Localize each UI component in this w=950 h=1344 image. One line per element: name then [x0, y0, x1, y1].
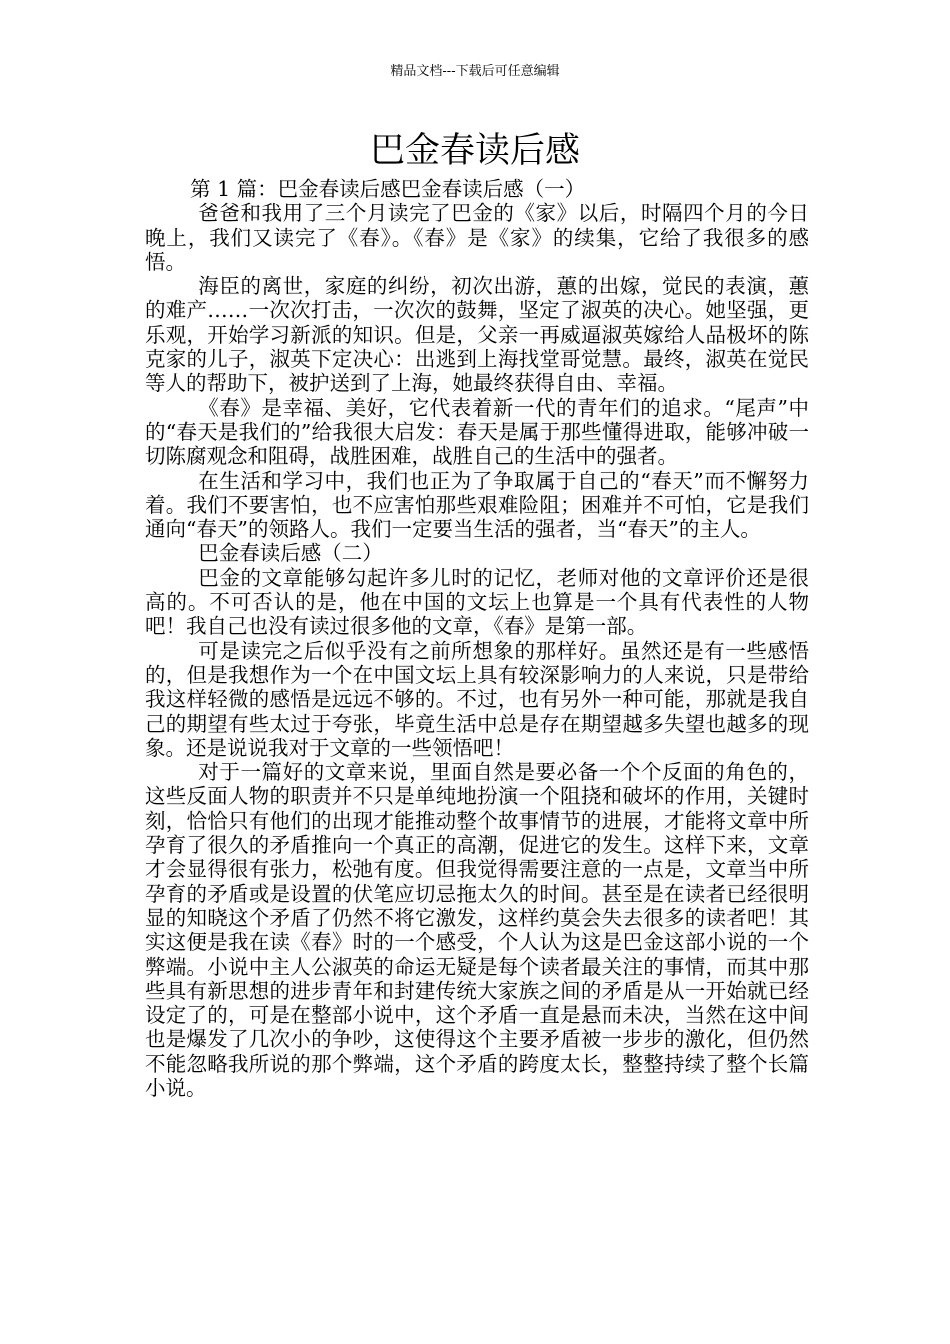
section-heading-1: 第 1 篇：巴金春读后感巴金春读后感（一） — [190, 177, 586, 201]
document-title: 巴金春读后感 — [369, 131, 580, 171]
section-heading-2: 巴金春读后感（二） — [198, 541, 383, 566]
paragraph: 《春》是幸福、美好，它代表着新一代的青年们的追求。“尾声”中的“春天是我们的”给我很大启发：春天是属于那些懂得进取，能够冲破一切陈腐观念和阻碍，战胜困难，战胜自己的生活中的强者。 — [145, 395, 809, 469]
paragraph: 在生活和学习中，我们也正为了争取属于自己的“春天”而不懈努力着。我们不要害怕，也不应害怕那些艰难险阻；困难并不可怕，它是我们通向“春天”的领路人。我们一定要当生活的强者，当“春天”的主人。 — [145, 468, 809, 542]
document-body — [145, 177, 809, 1100]
page-header: 精品文档---下载后可任意编辑 — [390, 64, 560, 79]
paragraph: 爸爸和我用了三个月读完了巴金的《家》以后，时隔四个月的今日晚上，我们又读完了《春》。《春》是《家》的续集，它给了我很多的感悟。 — [145, 201, 809, 274]
paragraph: 巴金的文章能够勾起许多儿时的记忆，老师对他的文章评价还是很高的。不可否认的是，他在中国的文坛上也算是一个具有代表性的人物吧！我自己也没有读过很多他的文章，《春》是第一部。 — [145, 565, 809, 639]
paragraph: 对于一篇好的文章来说，里面自然是要必备一个个反面的角色的，这些反面人物的职责并不只是单纯地扮演一个阻挠和破坏的作用，关键时刻，恰恰只有他们的出现才能推动整个故事情节的进展，才能将文章中所孕育了很久的矛盾推向一个真正的高潮，促进它的发生。这样下来，文章才会显得很有张力，松弛有度。但我觉得需要注意的一点是，文章当中所孕育的矛盾或是设置的伏笔应切忌拖太久的时间。甚至是在读者已经很明显的知晓这个矛盾了仍然不将它激发，这样约莫会失去很多的读者吧！其实这便是我在读《春》时的一个感受，个人认为这是巴金这部小说的一个弊端。小说中主人公淑英的命运无疑是每个读者最关注的事情，而其中那些具有新思想的进步青年和封建传统大家族之间的矛盾是从一开始就已经设定了的，可是在整部小说中，这个矛盾一直是悬而未决，当然在这中间也是爆发了几次小的争吵，这使得这个主要矛盾被一步步的激化，但仍然不能忽略我所说的那个弊端，这个矛盾的跨度太长，整整持续了整个长篇小说。 — [145, 760, 809, 1100]
paragraph: 海臣的离世，家庭的纠纷，初次出游，蕙的出嫁，觉民的表演，蕙的难产……一次次打击，一次次的鼓舞，坚定了淑英的决心。她坚强，更乐观，开始学习新派的知识。但是，父亲一再威逼淑英嫁给人品极坏的陈克家的儿子，淑英下定决心：出逃到上海找堂哥觉慧。最终，淑英在觉民等人的帮助下，被护送到了上海，她最终获得自由、幸福。 — [145, 274, 809, 396]
paragraph: 可是读完之后似乎没有之前所想象的那样好。虽然还是有一些感悟的，但是我想作为一个在中国文坛上具有较深影响力的人来说，只是带给我这样轻微的感悟是远远不够的。不过，也有另外一种可能，那就是我自己的期望有些太过于夸张，毕竟生活中总是存在期望越多失望也越多的现象。还是说说我对于文章的一些领悟吧！ — [145, 638, 809, 760]
